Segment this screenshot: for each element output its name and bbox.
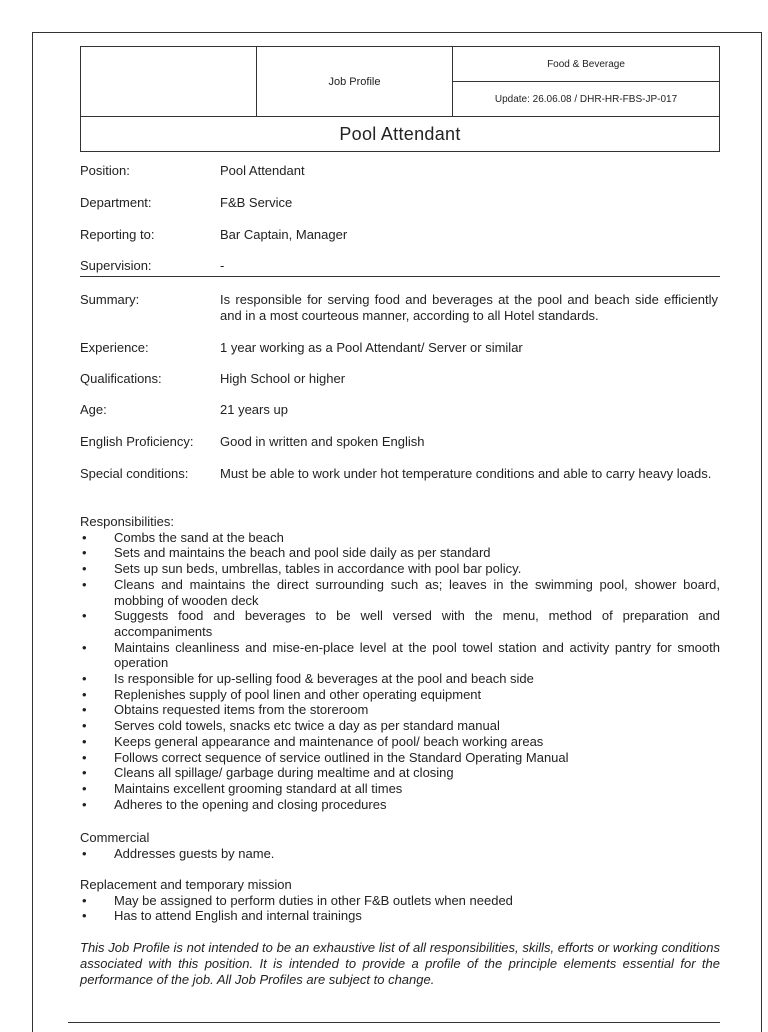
field-label: Special conditions: (80, 466, 189, 481)
field-value: 21 years up (220, 402, 288, 417)
field-value: Good in written and spoken English (220, 434, 425, 449)
field-value: Is responsible for serving food and beverages at the pool and beach side efficiently and in a most courteous manner, according to all Hotel standards. (220, 292, 718, 323)
list-item: • Replenishes supply of pool linen and other operating equipment (80, 687, 720, 703)
list-item: • Serves cold towels, snacks etc twice a day as per standard manual (80, 718, 720, 734)
field-value: F&B Service (220, 195, 293, 210)
responsibilities-list (80, 530, 720, 813)
field-label: Supervision: (80, 258, 152, 273)
list-item: • Addresses guests by name. (80, 846, 720, 862)
list-item: • Maintains cleanliness and mise-en-place level at the pool towel station and activity pantry for smooth operation (80, 640, 720, 671)
field-label: Department: (80, 195, 152, 210)
list-item: • Suggests food and beverages to be well versed with the menu, method of preparation and accompaniments (80, 608, 720, 639)
list-item: • Obtains requested items from the storeroom (80, 702, 720, 718)
list-item: • Cleans all spillage/ garbage during mealtime and at closing (80, 765, 720, 781)
list-item: • Follows correct sequence of service outlined in the Standard Operating Manual (80, 750, 720, 766)
list-item: • Combs the sand at the beach (80, 530, 720, 546)
divider (80, 276, 720, 277)
section-heading: Replacement and temporary mission (80, 877, 292, 892)
field-value: 1 year working as a Pool Attendant/ Server or similar (220, 340, 523, 355)
field-value: Pool Attendant (220, 163, 305, 178)
field-label: Reporting to: (80, 227, 155, 242)
footer-divider (68, 1022, 720, 1023)
field-label: Summary: (80, 292, 140, 307)
commercial-list (80, 846, 720, 862)
field-label: Qualifications: (80, 371, 162, 386)
field-value: - (220, 258, 225, 273)
responsibilities-section (80, 514, 720, 812)
list-item: • Sets up sun beds, umbrellas, tables in accordance with pool bar policy. (80, 561, 720, 577)
page-title: Pool Attendant (339, 123, 461, 144)
disclaimer: This Job Profile is not intended to be an exhaustive list of all responsibilities, skills, efforts or working conditions associated with this position. It is intended to provide a profile of the principle elements essential for the performance of the job. All Job Profiles are subject to change. (80, 940, 720, 987)
list-item: • Has to attend English and internal trainings (80, 908, 720, 924)
section-heading: Responsibilities: (80, 514, 174, 529)
list-item: • Sets and maintains the beach and pool side daily as per standard (80, 545, 720, 561)
list-item: • Is responsible for up-selling food & beverages at the pool and beach side (80, 671, 720, 687)
list-item: • May be assigned to perform duties in other F&B outlets when needed (80, 893, 720, 909)
list-item: • Cleans and maintains the direct surrounding such as; leaves in the swimming pool, shower board, mobbing of wooden deck (80, 577, 720, 608)
field-label: Experience: (80, 340, 149, 355)
header-table (80, 46, 720, 152)
list-item: • Maintains excellent grooming standard at all times (80, 781, 720, 797)
replacement-list (80, 893, 720, 924)
field-value: Must be able to work under hot temperature conditions and able to carry heavy loads. (220, 466, 712, 481)
field-value: High School or higher (220, 371, 346, 386)
commercial-section (80, 830, 720, 861)
update-code: Update: 26.06.08 / DHR-HR-FBS-JP-017 (453, 82, 719, 117)
field-label: English Proficiency: (80, 434, 194, 449)
field-value: Bar Captain, Manager (220, 227, 348, 242)
field-label: Age: (80, 402, 107, 417)
field-label: Position: (80, 163, 130, 178)
doc-type: Job Profile (257, 47, 453, 117)
list-item: • Adheres to the opening and closing procedures (80, 797, 720, 813)
replacement-section (80, 877, 720, 924)
section-heading: Commercial (80, 830, 150, 845)
department-header: Food & Beverage (453, 47, 719, 82)
logo-cell (81, 47, 257, 117)
list-item: • Keeps general appearance and maintenance of pool/ beach working areas (80, 734, 720, 750)
